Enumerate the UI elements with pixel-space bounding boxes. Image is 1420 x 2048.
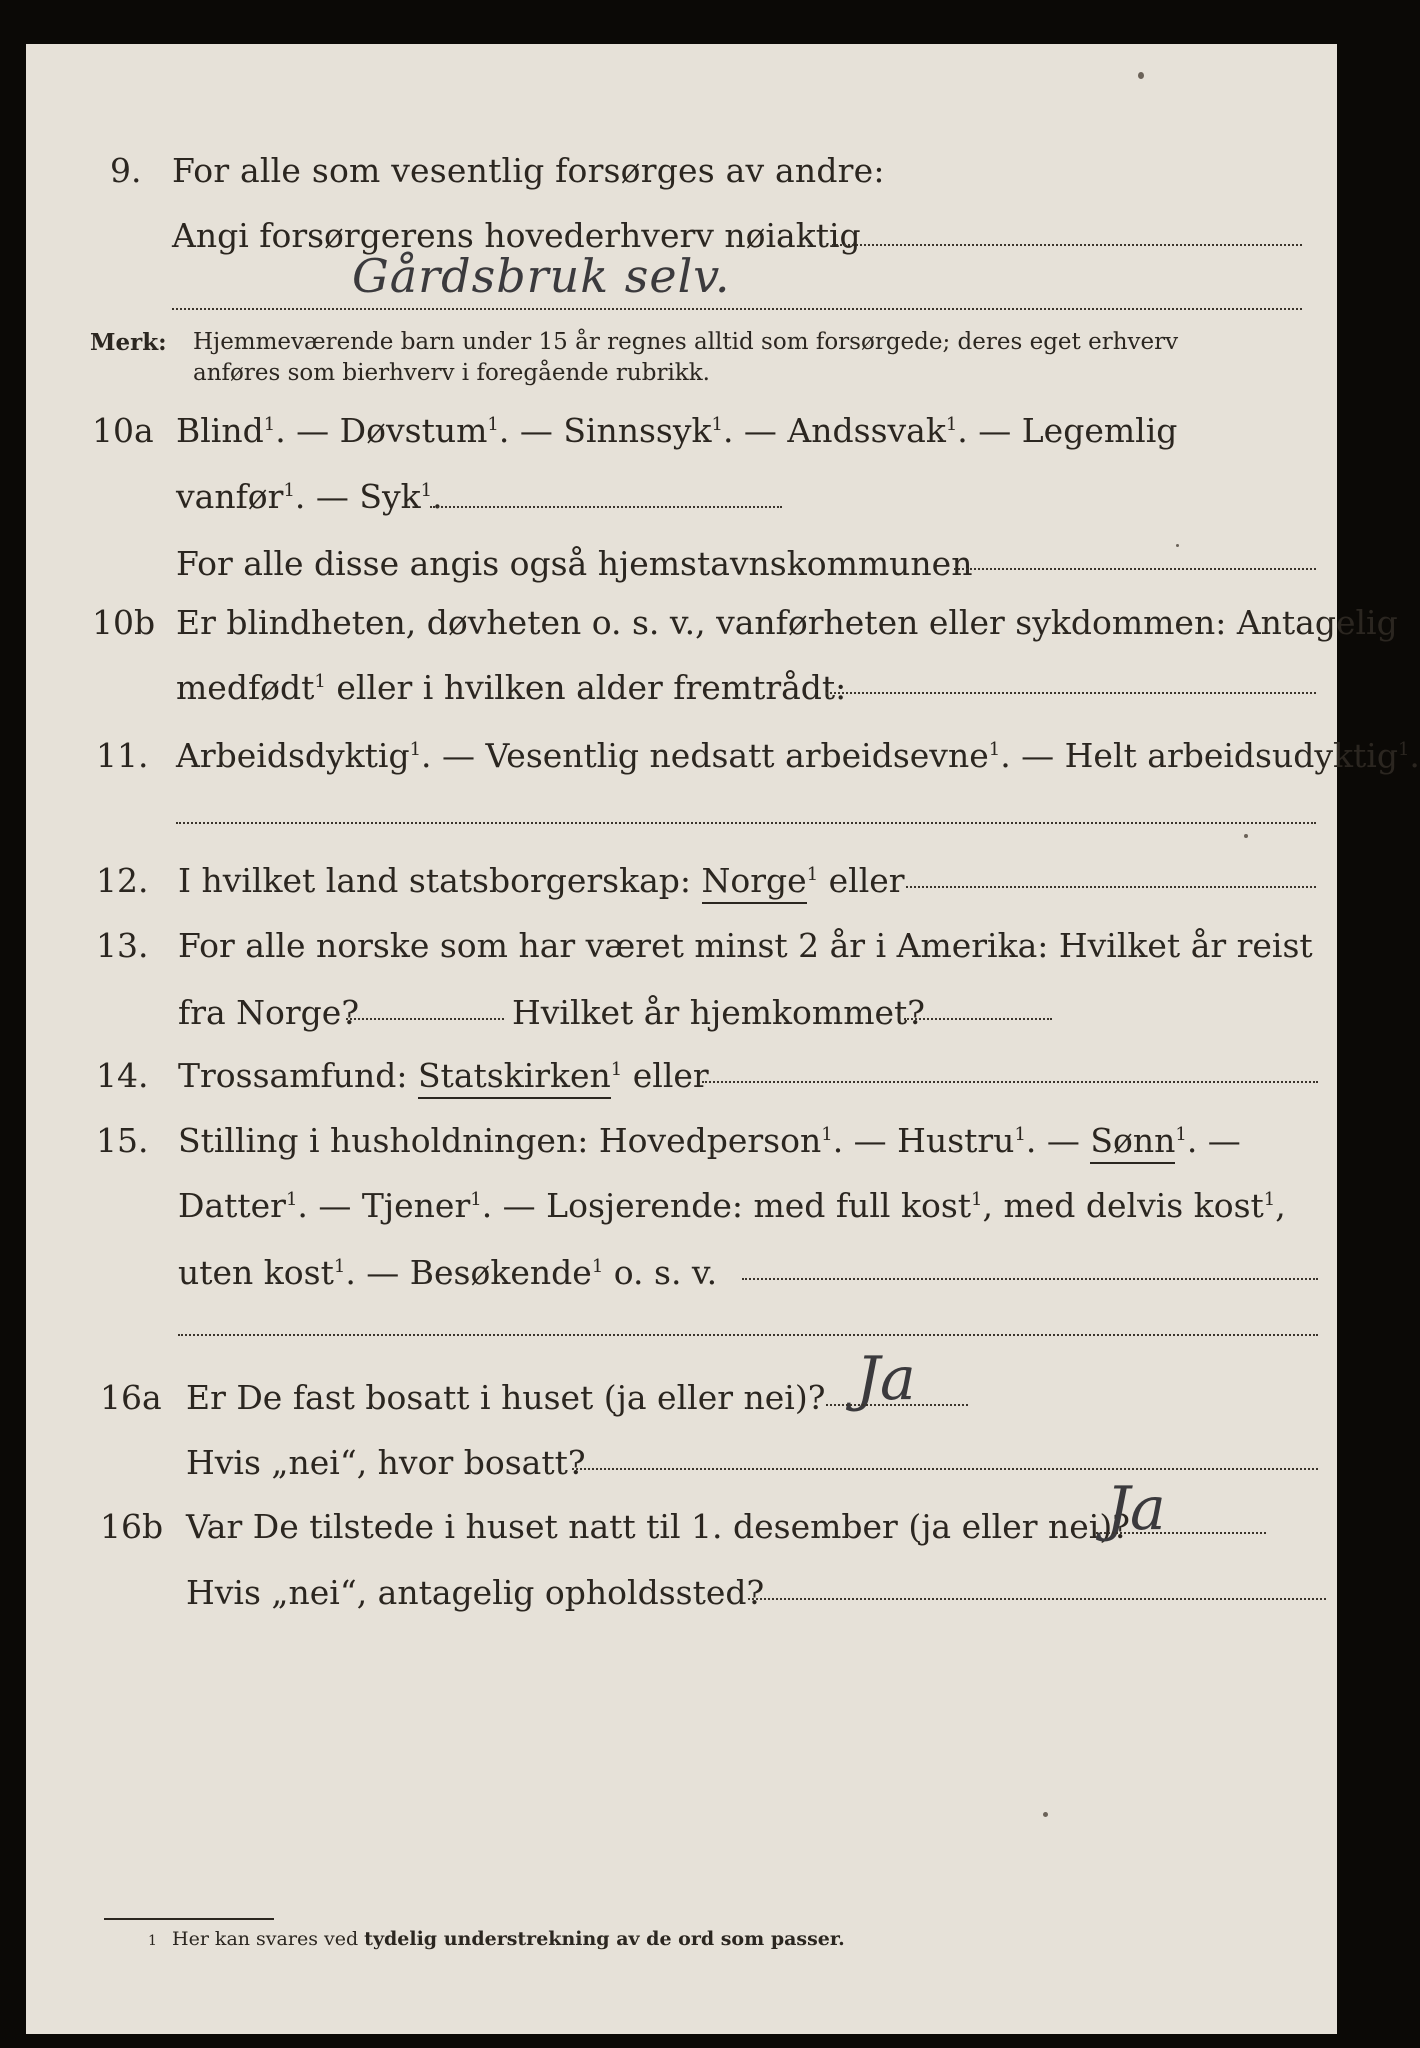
q13-line1: For alle norske som har været minst 2 år i Amerika: Hvilket år reist [178,926,1313,965]
q16b-fill-line-1 [1096,1532,1266,1534]
footnote-mark: 1 [148,1933,157,1949]
q15-line3: uten kost$^1$. — Besøkende$^1$ o. s. v. [178,1253,718,1292]
q13-line2a: fra Norge? [178,993,360,1032]
merk-text-line2: anføres som bierhverv i foregående rubrikk. [193,360,710,386]
paper-speck [1176,544,1179,547]
q13-fill-line-2 [904,1018,1052,1020]
q16b-handwritten-answer: Ja [1106,1474,1166,1544]
q13-fill-line-1 [346,1018,504,1020]
q10b-line2: medfødt$^1$ eller i hvilken alder fremtrådt: [176,668,847,707]
q10a-line3: For alle disse angis også hjemstavnskommunen [176,544,973,583]
q10b-number: 10b [92,603,156,642]
paper-speck [1138,72,1144,79]
q12-norge-underlined: Norge [702,861,807,904]
q9-number: 9. [110,151,142,190]
q10b-fill-line [826,692,1316,694]
q9-text-line2: Angi forsørgerens hovederhverv nøiaktig [172,216,861,255]
q16a-number: 16a [100,1378,162,1417]
q16b-line1: Var De tilstede i huset natt til 1. desember (ja eller nei)? [186,1507,1130,1546]
merk-label: Merk: [90,329,167,356]
q10a-line1: Blind$^1$. — Døvstum$^1$. — Sinnssyk$^1$. — Andssvak$^1$. — Legemlig [176,411,1178,450]
census-form-page [26,44,1420,2034]
q16a-fill-line-1 [826,1404,968,1406]
q11-fill-line [176,822,1316,824]
q14-statskirken-underlined: Statskirken [418,1056,611,1099]
q9-handwritten-answer: Gårdsbruk selv. [352,249,731,303]
q10b-line1: Er blindheten, døvheten o. s. v., vanførheten eller sykdommen: Antagelig [176,603,1398,642]
q15-line2: Datter$^1$. — Tjener$^1$. — Losjerende: med full kost$^1$, med delvis kost$^1$, [178,1186,1286,1225]
q13-line2b: Hvilket år hjemkommet? [512,993,925,1032]
q14-fill-line [702,1081,1318,1083]
q13-number: 13. [96,926,149,965]
q10a-line2: vanfør$^1$. — Syk$^1$. [176,477,443,516]
q15-number: 15. [96,1121,149,1160]
q9-fill-line-1 [832,244,1302,246]
paper-speck [1244,834,1248,838]
q16b-line2: Hvis „nei“, antagelig opholdssted? [186,1573,765,1612]
q12-number: 12. [96,861,149,900]
footnote-rule [104,1918,274,1920]
footnote-text: Her kan svares ved tydelig understrekning av de ord som passer. [172,1928,845,1950]
q9-text-line1: For alle som vesentlig forsørges av andre: [172,151,885,190]
q10a-number: 10a [92,411,154,450]
q10a-fill-line-2 [954,568,1316,570]
q11-number: 11. [96,736,149,775]
q10a-fill-line-1 [430,506,782,508]
q9-fill-line-2 [172,308,1302,310]
q15-sonn-underlined: Sønn [1090,1121,1175,1164]
merk-text-line1: Hjemmeværende barn under 15 år regnes alltid som forsørgede; deres eget erhverv [193,329,1179,355]
q16a-line1: Er De fast bosatt i huset (ja eller nei)? [186,1378,826,1417]
paper-speck [1043,1812,1048,1817]
q11-line1: Arbeidsdyktig$^1$. — Vesentlig nedsatt arbeidsevne$^1$. — Helt arbeidsudyktig$^1$. [176,736,1420,775]
q12-line: I hvilket land statsborgerskap: Norge$^1$ eller [178,864,905,897]
q16b-fill-line-2 [748,1598,1326,1600]
q12-fill-line [906,886,1316,888]
q14-line: Trossamfund: Statskirken$^1$ eller [178,1059,709,1092]
q15-line1: Stilling i husholdningen: Hovedperson$^1$. — Hustru$^1$. — Sønn$^1$. — [178,1124,1241,1157]
q14-number: 14. [96,1056,149,1095]
q15-fill-line-2 [178,1334,1318,1336]
q16a-handwritten-answer: Ja [856,1344,916,1414]
q16b-number: 16b [100,1507,164,1546]
q16a-line2: Hvis „nei“, hvor bosatt? [186,1443,586,1482]
q15-fill-line-1 [742,1278,1318,1280]
q16a-fill-line-2 [572,1468,1318,1470]
